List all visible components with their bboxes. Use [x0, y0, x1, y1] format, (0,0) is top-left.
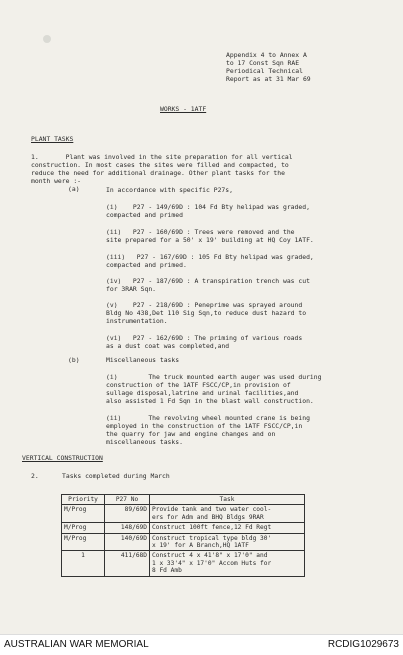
- misc-ii-line-3: the quarry for jaw and engine changes and on: [106, 430, 276, 438]
- table-row: [62, 551, 305, 576]
- misc-i-line-2: construction of the 1ATF FSCC/CP,in provision of: [106, 381, 291, 389]
- section-2-text: Tasks completed during March: [62, 472, 170, 480]
- plant-tasks-heading: PLANT TASKS: [31, 135, 74, 143]
- task-i-line-2: compacted and primed: [106, 211, 183, 219]
- task-v-line-1: (v) P27 - 218/69D : Peneprime was sprayed around: [106, 301, 303, 309]
- cell-priority: 1: [62, 551, 105, 576]
- cell-task: Construct tropical type bldg 30' x 19' for A Branch,HQ 1ATF: [150, 533, 305, 551]
- plant-intro-line-3: reduce the need for additional drainage. Other plant tasks for the: [31, 169, 285, 177]
- misc-i-line-4: also assisted 1 Fd Sqn in the blast wall construction.: [106, 397, 314, 405]
- punch-hole-mark: [43, 35, 51, 43]
- table-row: [62, 505, 305, 523]
- cell-p27-no: 89/69D: [105, 505, 150, 523]
- cell-priority: M/Prog: [62, 505, 105, 523]
- cell-task: Provide tank and two water cool- ers for Adm and BHQ Bldgs 9RAR: [150, 505, 305, 523]
- section-2-number: 2.: [31, 472, 39, 480]
- cell-p27-no: 411/68D: [105, 551, 150, 576]
- item-a-text: In accordance with specific P27s,: [106, 186, 233, 194]
- task-iii-line-1: (iii) P27 - 167/69D : 105 Fd Bty helipad was graded,: [106, 253, 314, 261]
- table-header-row: [62, 495, 305, 505]
- table-row: [62, 523, 305, 533]
- misc-i-line-1: (i) The truck mounted earth auger was used during: [106, 373, 322, 381]
- misc-ii-line-1: (ii) The revolving wheel mounted crane is being: [106, 414, 310, 422]
- cell-task: Construct 4 x 41'8" x 17'0" and 1 x 33'4" x 17'0" Accom Huts for 8 Fd Amb: [150, 551, 305, 576]
- header-p27-no: P27 No: [105, 495, 150, 505]
- appendix-line-1: Appendix 4 to Annex A: [226, 51, 307, 59]
- cell-p27-no: 148/69D: [105, 523, 150, 533]
- footer-record-id: RCDIG1029673: [327, 639, 399, 650]
- task-iv-line-2: for 3RAR Sqn.: [106, 285, 157, 293]
- item-b-label: (b): [68, 356, 80, 364]
- task-ii-line-1: (ii) P27 - 160/69D : Trees were removed and the: [106, 228, 295, 236]
- task-v-line-3: instrumentation.: [106, 317, 168, 325]
- misc-ii-line-2: employed in the construction of the 1ATF FSCC/CP,in: [106, 422, 303, 430]
- plant-intro-line-1: 1. Plant was involved in the site preparation for all vertical: [31, 153, 293, 161]
- task-i-line-1: (i) P27 - 149/69D : 104 Fd Bty helipad was graded,: [106, 203, 310, 211]
- task-vi-line-1: (vi) P27 - 162/69D : The priming of various roads: [106, 334, 303, 342]
- cell-priority: M/Prog: [62, 523, 105, 533]
- misc-i-line-3: sullage disposal,latrine and urinal facilities,and: [106, 389, 299, 397]
- item-a-label: (a): [68, 185, 80, 193]
- task-ii-line-2: site prepared for a 50' x 19' building at HQ Coy 1ATF.: [106, 236, 314, 244]
- task-iv-line-1: (iv) P27 - 187/69D : A transpiration trench was cut: [106, 277, 310, 285]
- vertical-construction-heading: VERTICAL CONSTRUCTION: [22, 454, 103, 462]
- appendix-line-4: Report as at 31 Mar 69: [226, 75, 311, 83]
- appendix-line-2: to 17 Const Sqn RAE: [226, 59, 300, 67]
- plant-intro-line-2: construction. In most cases the sites were filled and compacted, to: [31, 161, 289, 169]
- table-row: [62, 533, 305, 551]
- task-iii-line-2: compacted and primed.: [106, 261, 187, 269]
- header-priority: Priority: [62, 495, 105, 505]
- footer-source: AUSTRALIAN WAR MEMORIAL: [4, 639, 149, 650]
- plant-intro-line-4: month were :-: [31, 177, 82, 185]
- task-vi-line-2: as a dust coat was completed,and: [106, 342, 230, 350]
- cell-priority: M/Prog: [62, 533, 105, 551]
- cell-p27-no: 140/69D: [105, 533, 150, 551]
- task-v-line-2: Bldg No 438,Det 110 Sig Sqn,to reduce dust hazard to: [106, 309, 307, 317]
- item-b-text: Miscellaneous tasks: [106, 356, 180, 364]
- document-title: WORKS - 1ATF: [160, 105, 207, 113]
- cell-task: Construct 100ft fence,12 Fd Regt: [150, 523, 305, 533]
- header-task: Task: [150, 495, 305, 505]
- archive-footer: [0, 634, 403, 655]
- appendix-line-3: Periodical Technical: [226, 67, 303, 75]
- misc-ii-line-4: miscellaneous tasks.: [106, 438, 183, 446]
- tasks-table: [61, 494, 305, 577]
